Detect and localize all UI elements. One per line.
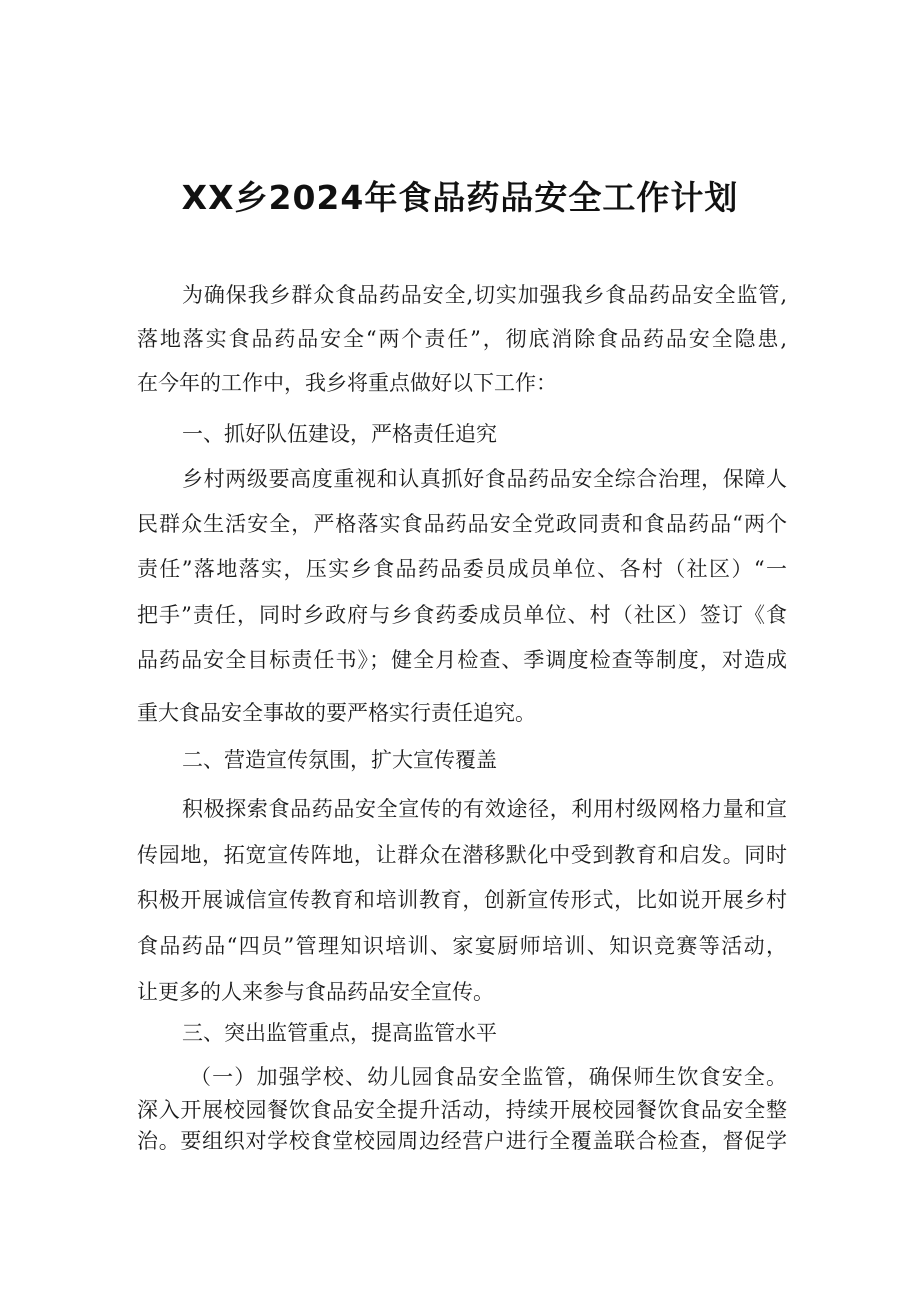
- paragraph-line: 让更多的人来参与食品药品安全宣传。: [137, 980, 494, 1004]
- section-heading: 二、营造宣传氛围，扩大宣传覆盖: [182, 748, 497, 772]
- paragraph-line: 为确保我乡群众食品药品安全,切实加强我乡食品药品安全监管,: [182, 283, 787, 307]
- paragraph-line: 传园地，拓宽宣传阵地，让群众在潜移默化中受到教育和启发。同时: [137, 843, 787, 867]
- paragraph-line: 落地落实食品药品安全“两个责任”，彻底消除食品药品安全隐患,: [137, 327, 787, 351]
- paragraph-line: 乡村两级要高度重视和认真抓好食品药品安全综合治理，保障人: [182, 467, 787, 491]
- paragraph-line: 深入开展校园餐饮食品安全提升活动，持续开展校园餐饮食品安全整: [137, 1098, 787, 1122]
- paragraph-line: （一）加强学校、幼儿园食品安全监管，确保师生饮食安全。: [190, 1065, 787, 1089]
- paragraph-line: 在今年的工作中，我乡将重点做好以下工作：: [137, 371, 557, 395]
- paragraph-line: 责任”落地落实，压实乡食品药品委员成员单位、各村（社区）“一: [137, 557, 787, 581]
- paragraph-line: 民群众生活安全，严格落实食品药品安全党政同责和食品药品“两个: [137, 512, 787, 536]
- paragraph-line: 治。要组织对学校食堂校园周边经营户进行全覆盖联合检查，督促学: [137, 1129, 787, 1153]
- paragraph-line: 积极探索食品药品安全宣传的有效途径，利用村级网格力量和宣: [182, 797, 787, 821]
- paragraph-line: 把手”责任，同时乡政府与乡食药委成员单位、村（社区）签订《食: [137, 603, 787, 627]
- section-heading: 一、抓好队伍建设，严格责任追究: [182, 422, 497, 446]
- paragraph-line: 重大食品安全事故的要严格实行责任追究。: [137, 701, 536, 725]
- section-heading: 三、突出监管重点，提高监管水平: [182, 1021, 497, 1045]
- paragraph-line: 品药品安全目标责任书》；健全月检查、季调度检查等制度，对造成: [137, 648, 787, 672]
- document-title: XX乡2024年食品药品安全工作计划: [181, 178, 739, 217]
- paragraph-line: 食品药品“四员”管理知识培训、家宴厨师培训、知识竞赛等活动，: [137, 934, 787, 958]
- paragraph-line: 积极开展诚信宣传教育和培训教育，创新宣传形式，比如说开展乡村: [137, 888, 787, 912]
